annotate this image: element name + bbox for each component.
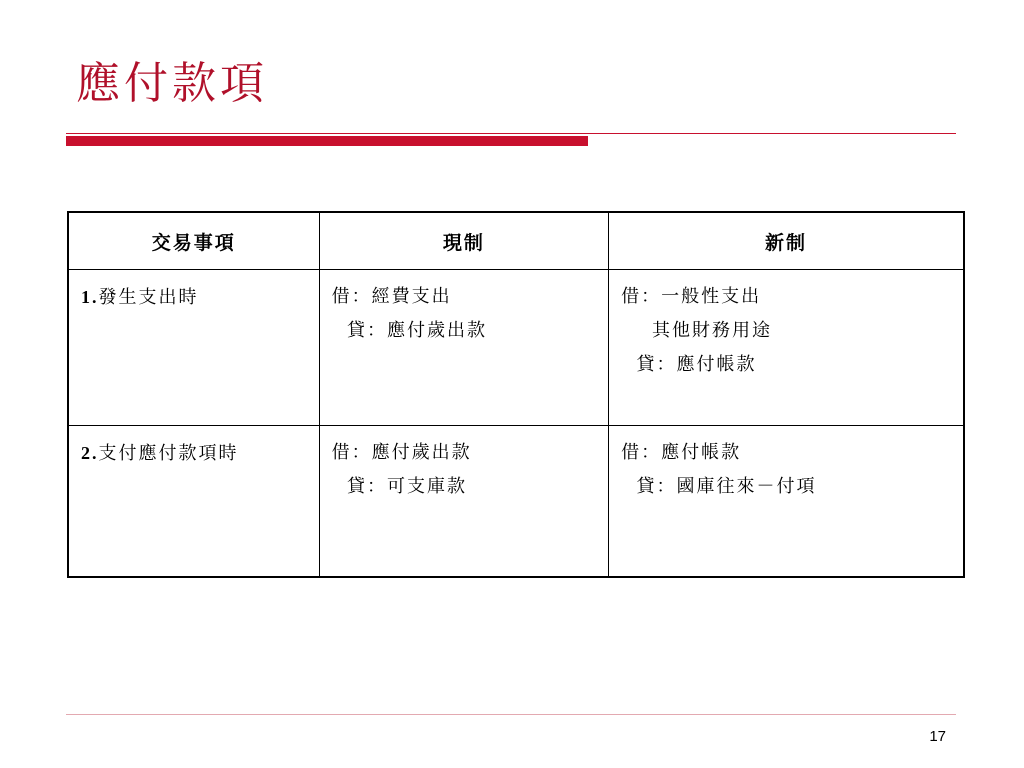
new-entry (609, 270, 964, 426)
row-label: 發生支出時 (98, 287, 199, 308)
row-number: 2. (81, 443, 99, 463)
entry-line: 借：應付帳款 (621, 442, 742, 463)
entry-line: 貸：國庫往來－付項 (621, 476, 817, 497)
entry-line: 借：經費支出 (331, 286, 452, 307)
current-entry (319, 270, 609, 426)
entry-line: 貸：應付帳款 (621, 354, 757, 375)
entry-line: 貸：可支庫款 (331, 476, 468, 497)
header-current-system: 現制 (319, 212, 609, 270)
slide-title: 應付款項 (76, 58, 268, 109)
entry-line: 借：一般性支出 (621, 286, 762, 307)
table-row (68, 426, 964, 578)
header-transaction: 交易事項 (68, 212, 319, 270)
header-new-system: 新制 (609, 212, 964, 270)
footer-rule (66, 714, 956, 715)
row-title (68, 270, 319, 426)
accounting-table (67, 211, 965, 578)
row-label: 支付應付款項時 (98, 443, 239, 464)
title-rule-thin (66, 133, 956, 134)
entry-line: 其他財務用途 (621, 320, 772, 341)
entry-line: 借：應付歲出款 (331, 442, 472, 463)
entry-line: 貸：應付歲出款 (331, 320, 488, 341)
row-title (68, 426, 319, 578)
current-entry (319, 426, 609, 578)
page-number: 17 (929, 728, 946, 745)
table-row (68, 270, 964, 426)
table-header-row (68, 212, 964, 270)
title-rule-thick (66, 136, 588, 146)
new-entry (609, 426, 964, 578)
row-number: 1. (81, 287, 99, 307)
